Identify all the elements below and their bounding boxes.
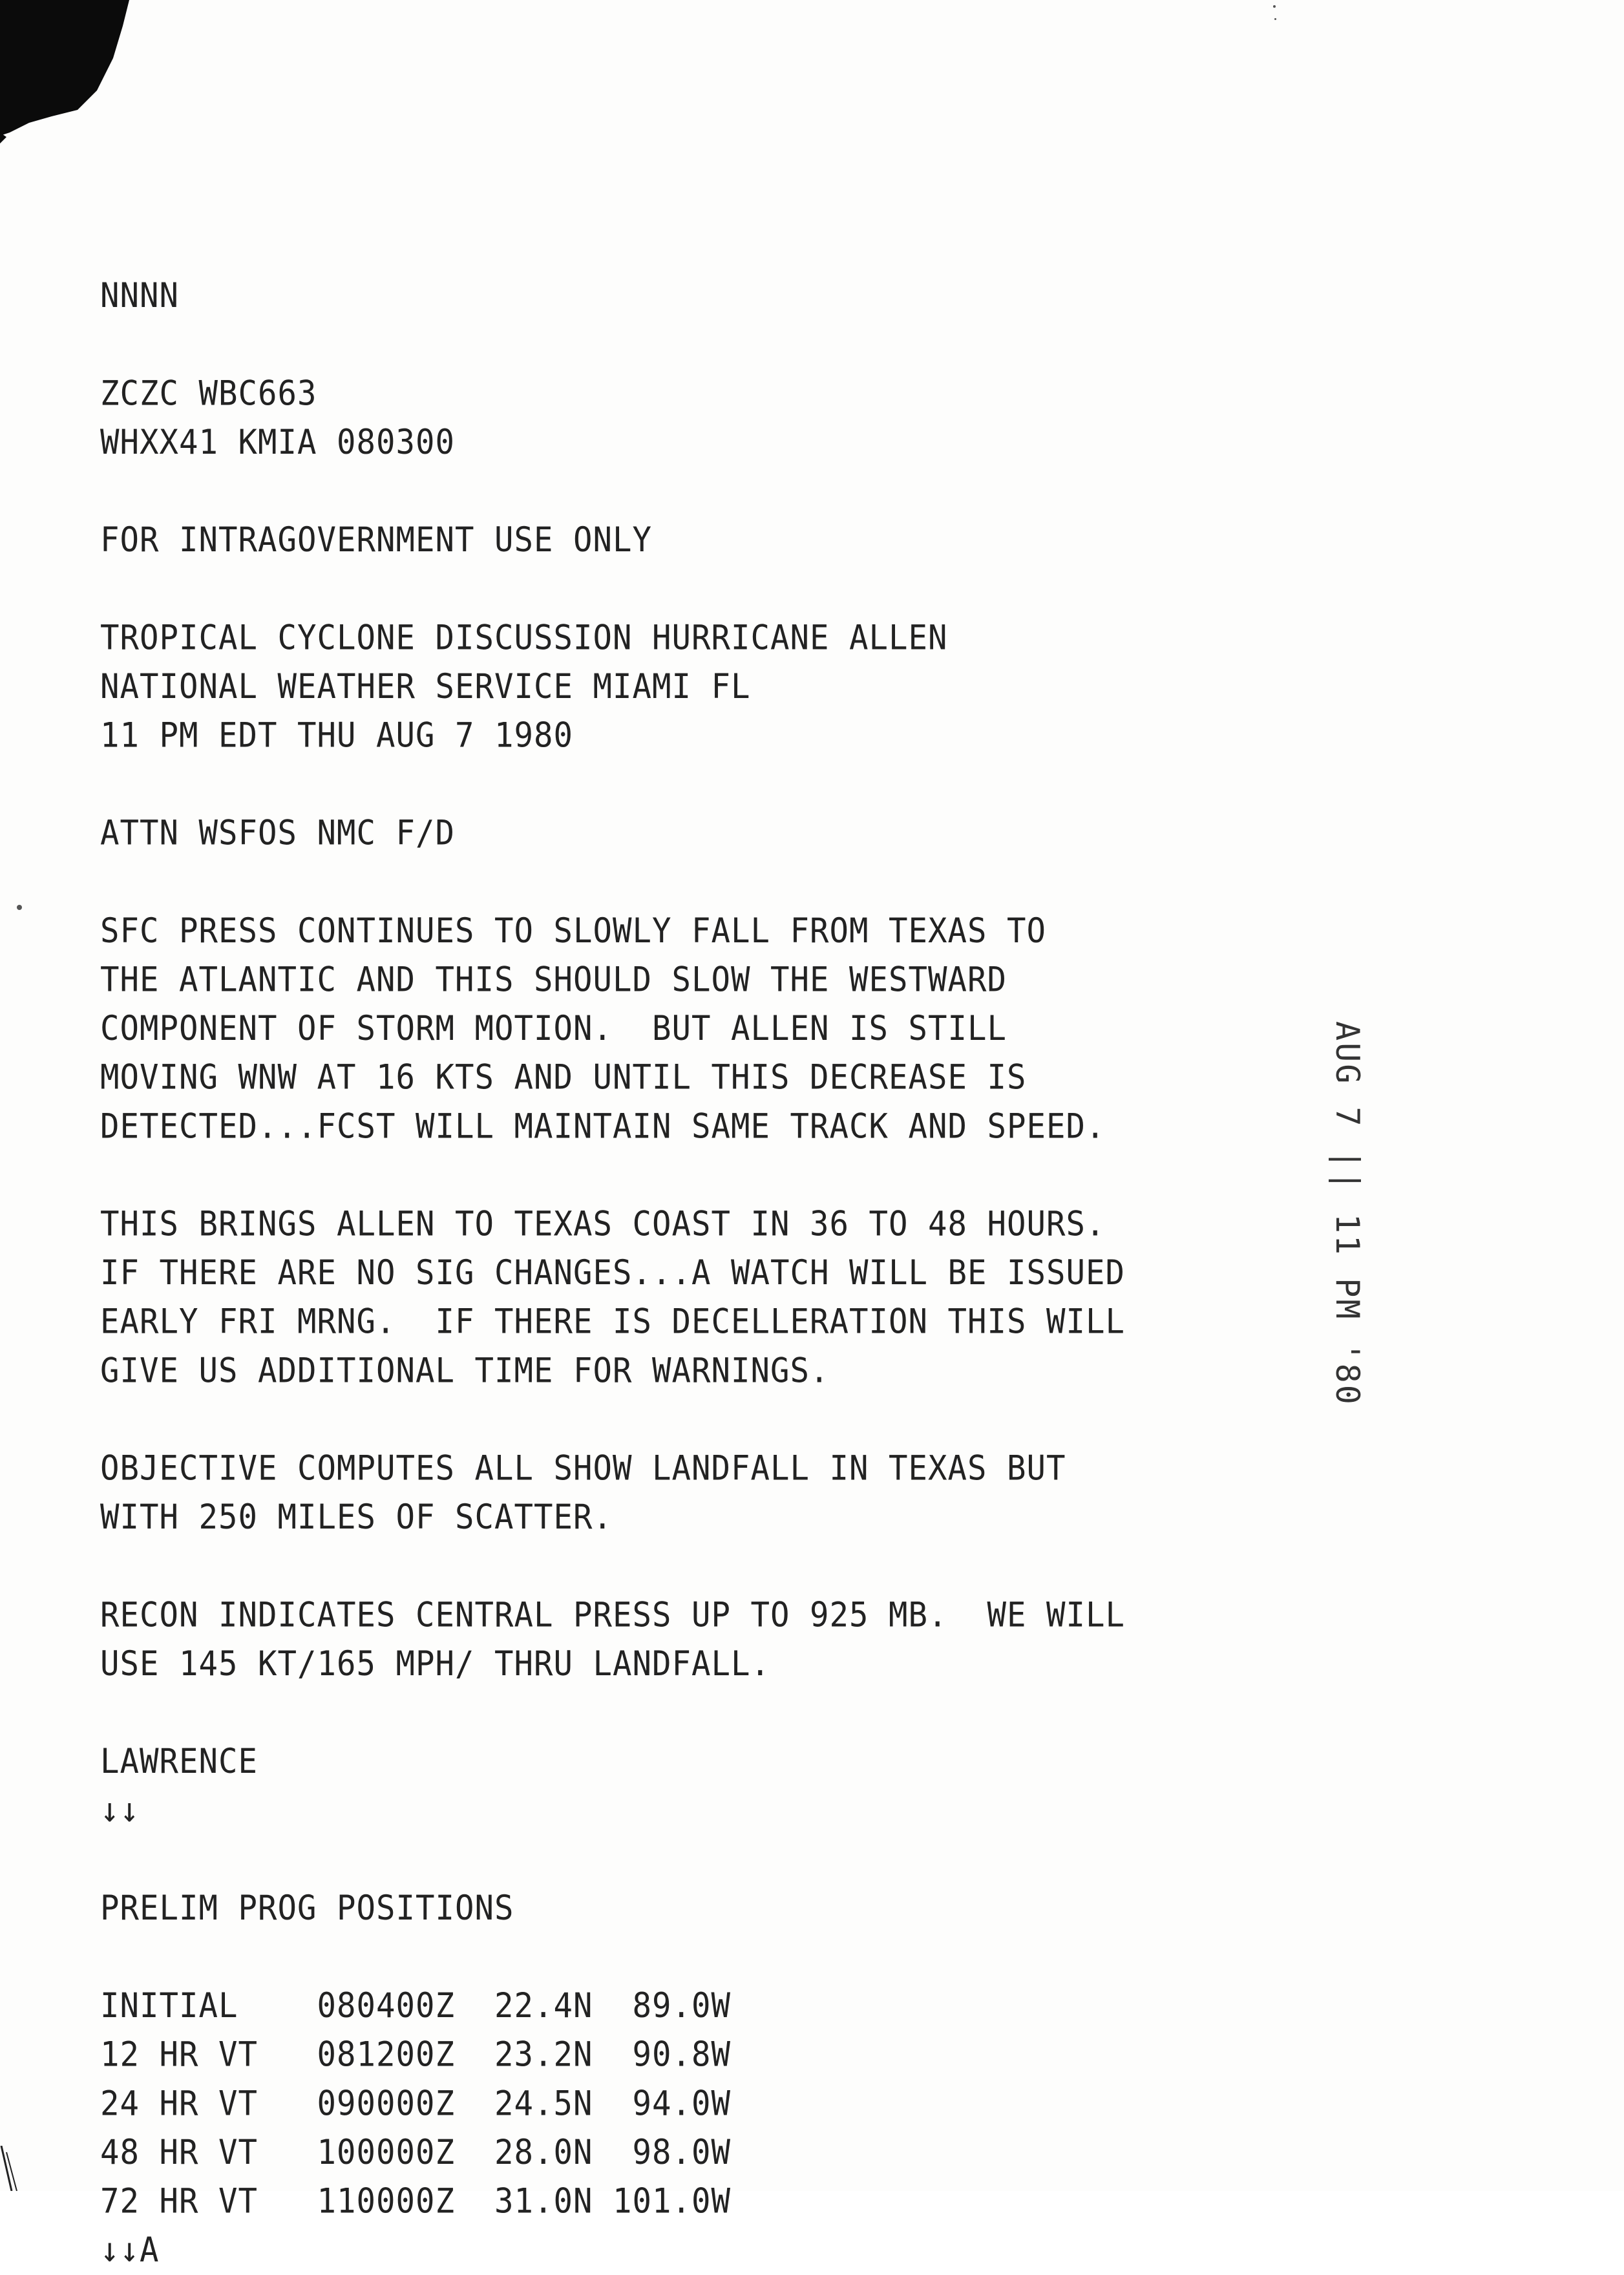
blank-line bbox=[100, 321, 1199, 370]
paper-speck bbox=[1274, 18, 1276, 20]
text-line: LAWRENCE bbox=[100, 1741, 258, 1782]
telex-message-body bbox=[100, 271, 1199, 2275]
text-line: WHXX41 KMIA 080300 bbox=[100, 422, 456, 462]
text-line: 72 HR VT 110000Z 31.0N 101.0W bbox=[100, 2181, 732, 2221]
text-line: ATTN WSFOS NMC F/D bbox=[100, 813, 456, 853]
paper-speck bbox=[1273, 5, 1276, 8]
blank-line bbox=[100, 1395, 1199, 1444]
text-line: TROPICAL CYCLONE DISCUSSION HURRICANE ALLEN bbox=[100, 617, 948, 658]
text-line: FOR INTRAGOVERNMENT USE ONLY bbox=[100, 520, 653, 560]
text-line: SFC PRESS CONTINUES TO SLOWLY FALL FROM TEXAS TO bbox=[100, 911, 1047, 951]
blank-line bbox=[100, 1932, 1199, 1982]
text-line: NNNN bbox=[100, 275, 180, 316]
blank-line bbox=[100, 1151, 1199, 1200]
blank-line bbox=[100, 1835, 1199, 1884]
text-line: DETECTED...FCST WILL MAINTAIN SAME TRACK AND SPEED. bbox=[100, 1106, 1106, 1147]
paper-speck bbox=[17, 905, 22, 910]
text-line: OBJECTIVE COMPUTES ALL SHOW LANDFALL IN TEXAS BUT bbox=[100, 1448, 1066, 1488]
text-line: 48 HR VT 100000Z 28.0N 98.0W bbox=[100, 2132, 732, 2172]
text-line: ↓↓ bbox=[100, 1790, 140, 1830]
text-line: PRELIM PROG POSITIONS bbox=[100, 1888, 514, 1928]
text-line: IF THERE ARE NO SIG CHANGES...A WATCH WILL BE ISSUED bbox=[100, 1253, 1126, 1293]
text-line: RECON INDICATES CENTRAL PRESS UP TO 925 MB. WE WILL bbox=[100, 1594, 1126, 1635]
blank-line bbox=[100, 467, 1199, 516]
text-line: USE 145 KT/165 MPH/ THRU LANDFALL. bbox=[100, 1644, 771, 1684]
text-line: GIVE US ADDITIONAL TIME FOR WARNINGS. bbox=[100, 1350, 830, 1391]
date-time-stamp bbox=[1325, 1021, 1366, 1406]
torn-corner-mark bbox=[0, 0, 149, 149]
text-line: THE ATLANTIC AND THIS SHOULD SLOW THE WESTWARD bbox=[100, 959, 1007, 1000]
text-line: EARLY FRI MRNG. IF THERE IS DECELLERATION THIS WILL bbox=[100, 1302, 1126, 1342]
text-line: MOVING WNW AT 16 KTS AND UNTIL THIS DECREASE IS bbox=[100, 1057, 1027, 1097]
blank-line bbox=[100, 565, 1199, 614]
text-line: 12 HR VT 081200Z 23.2N 90.8W bbox=[100, 2035, 732, 2075]
text-line: ↓↓A bbox=[100, 2230, 160, 2270]
text-line: THIS BRINGS ALLEN TO TEXAS COAST IN 36 TO 48 HOURS. bbox=[100, 1203, 1106, 1244]
blank-line bbox=[100, 858, 1199, 907]
text-line: WITH 250 MILES OF SCATTER. bbox=[100, 1497, 613, 1538]
blank-line bbox=[100, 1688, 1199, 1737]
text-line: 11 PM EDT THU AUG 7 1980 bbox=[100, 715, 574, 756]
text-line: 24 HR VT 090000Z 24.5N 94.0W bbox=[100, 2083, 732, 2124]
text-line: ZCZC WBC663 bbox=[100, 373, 317, 414]
text-line: INITIAL 080400Z 22.4N 89.0W bbox=[100, 1985, 732, 2026]
text-line: NATIONAL WEATHER SERVICE MIAMI FL bbox=[100, 666, 751, 706]
blank-line bbox=[100, 760, 1199, 809]
stamp-text: AUG 7 || 11 PM '80 bbox=[1329, 1021, 1366, 1406]
text-line: COMPONENT OF STORM MOTION. BUT ALLEN IS STILL bbox=[100, 1008, 1007, 1049]
blank-line bbox=[100, 1542, 1199, 1591]
edge-mark bbox=[0, 2146, 26, 2191]
